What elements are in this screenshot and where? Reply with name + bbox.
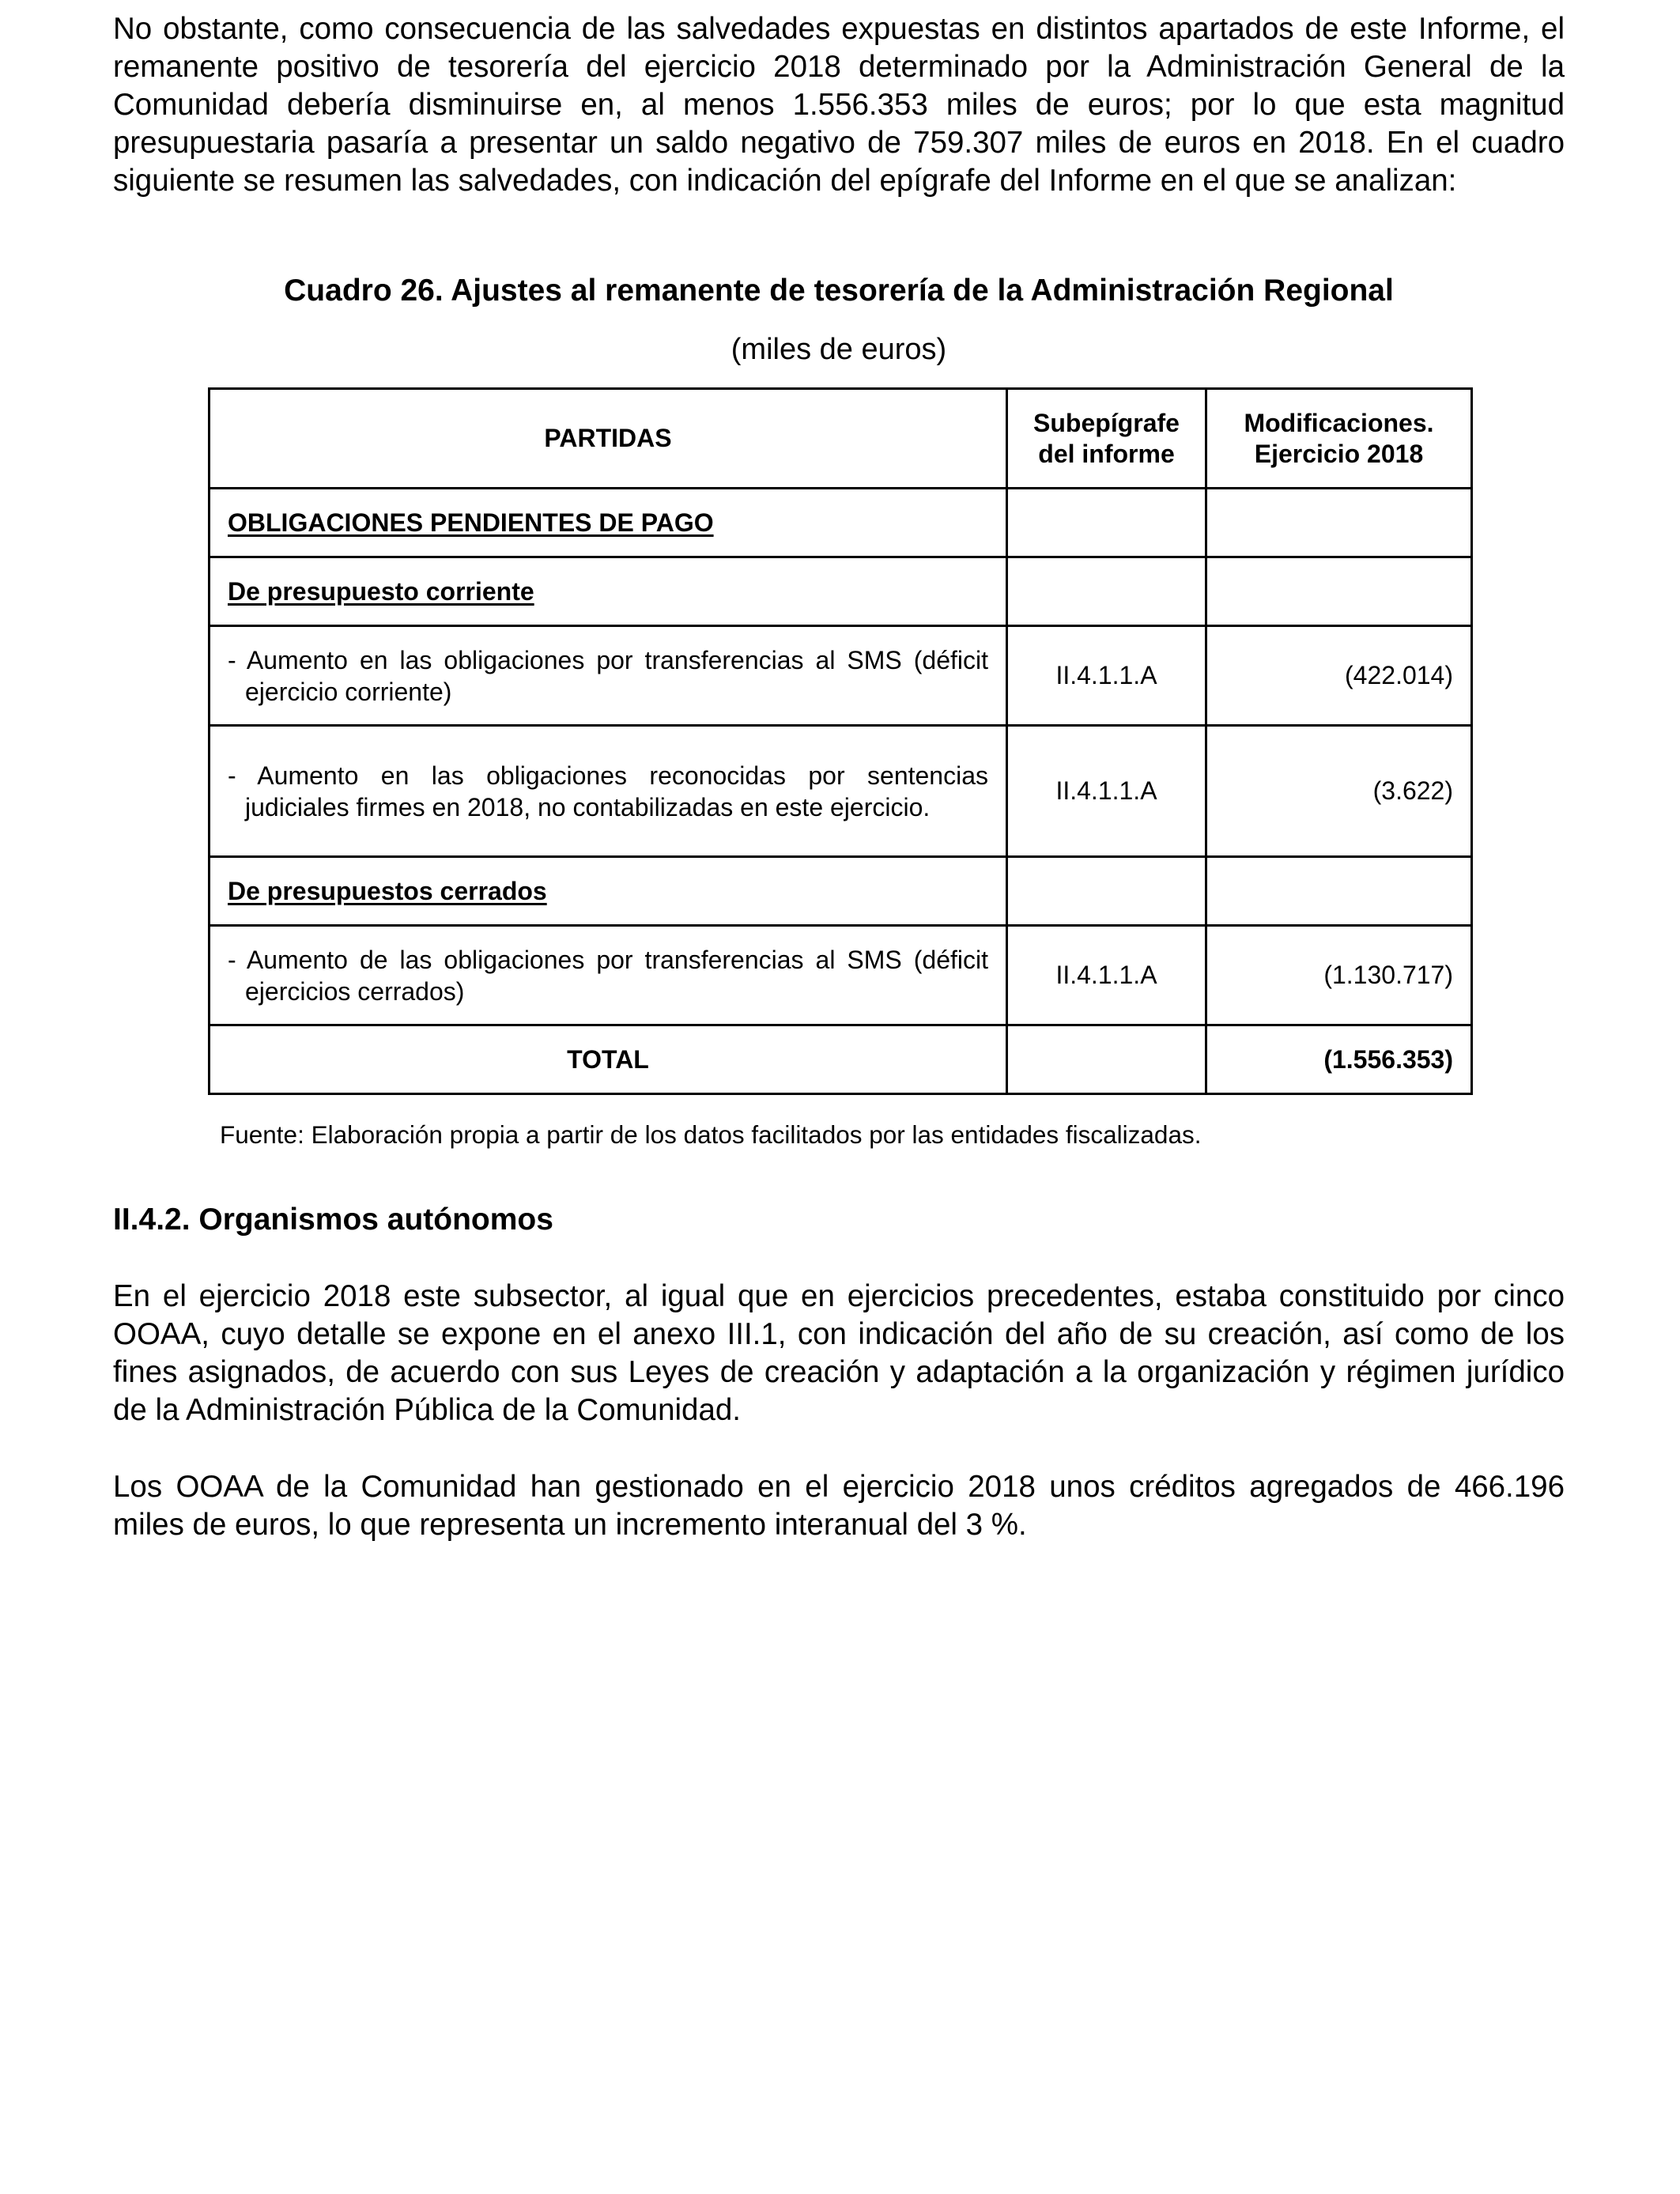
- row-subepigrafe: II.4.1.1.A: [1007, 626, 1206, 726]
- empty-cell: [1007, 857, 1206, 926]
- table-row: [210, 926, 1472, 1025]
- empty-cell: [1206, 489, 1472, 557]
- total-value: (1.556.353): [1206, 1025, 1472, 1094]
- body-paragraph: En el ejercicio 2018 este subsector, al igual que en ejercicios precedentes, estaba constituido por cinco OOAA, cuyo detalle se expone en el anexo III.1, con indicación del año de su creación, así como de los fines asignados, de acuerdo con sus Leyes de creación y adaptación a la organización y régimen jurídico de la Administración Pública de la Comunidad.: [113, 1279, 1565, 1427]
- row-description-text: - Aumento en las obligaciones reconocidas por sentencias judiciales firmes en 2018, no contabilizadas en este ejercicio.: [228, 761, 988, 821]
- section-heading: II.4.2. Organismos autónomos: [113, 1203, 553, 1237]
- table-row: [210, 489, 1472, 557]
- section-cerrados: De presupuestos cerrados: [210, 857, 1007, 926]
- table-row: [210, 626, 1472, 726]
- row-subepigrafe: II.4.1.1.A: [1007, 926, 1206, 1025]
- row-value: (3.622): [1206, 726, 1472, 857]
- row-value: (1.130.717): [1206, 926, 1472, 1025]
- empty-cell: [1206, 557, 1472, 626]
- table-subtitle: (miles de euros): [731, 333, 947, 366]
- intro-paragraph: No obstante, como consecuencia de las salvedades expuestas en distintos apartados de este Informe, el remanente positivo de tesorería del ejercicio 2018 determinado por la Administración General de la Comunidad debería disminuirse en, al menos 1.556.353 miles de euros; por lo que esta magnitud presupuestaria pasaría a presentar un saldo negativo de 759.307 miles de euros en 2018. En el cuadro siguiente se resumen las salvedades, con indicación del epígrafe del Informe en el que se analizan:: [113, 12, 1565, 198]
- row-subepigrafe: II.4.1.1.A: [1007, 726, 1206, 857]
- adjustments-table: [208, 387, 1473, 1095]
- empty-cell: [1007, 1025, 1206, 1094]
- table-row: [210, 726, 1472, 857]
- row-description-text: - Aumento de las obligaciones por transferencias al SMS (déficit ejercicios cerrados): [228, 945, 988, 1006]
- row-description-text: - Aumento en las obligaciones por transferencias al SMS (déficit ejercicio corriente): [228, 645, 988, 706]
- row-description: [210, 726, 1007, 857]
- table-row: [210, 857, 1472, 926]
- header-modificaciones: Modificaciones. Ejercicio 2018: [1206, 389, 1472, 489]
- table-row: [210, 557, 1472, 626]
- total-row: [210, 1025, 1472, 1094]
- empty-cell: [1007, 557, 1206, 626]
- section-corriente: De presupuesto corriente: [210, 557, 1007, 626]
- table-source: Fuente: Elaboración propia a partir de los datos facilitados por las entidades fiscalizadas.: [220, 1120, 1202, 1149]
- empty-cell: [1007, 489, 1206, 557]
- header-subepigrafe: Subepígrafe del informe: [1007, 389, 1206, 489]
- table-header-row: [210, 389, 1472, 489]
- header-partidas: PARTIDAS: [210, 389, 1007, 489]
- section-obligaciones: OBLIGACIONES PENDIENTES DE PAGO: [210, 489, 1007, 557]
- body-paragraph: Los OOAA de la Comunidad han gestionado en el ejercicio 2018 unos créditos agregados de 466.196 miles de euros, lo que representa un incremento interanual del 3 %.: [113, 1470, 1565, 1542]
- total-label: TOTAL: [210, 1025, 1007, 1094]
- table-title: Cuadro 26. Ajustes al remanente de tesorería de la Administración Regional: [284, 274, 1394, 308]
- row-description: [210, 626, 1007, 726]
- empty-cell: [1206, 857, 1472, 926]
- row-description: [210, 926, 1007, 1025]
- row-value: (422.014): [1206, 626, 1472, 726]
